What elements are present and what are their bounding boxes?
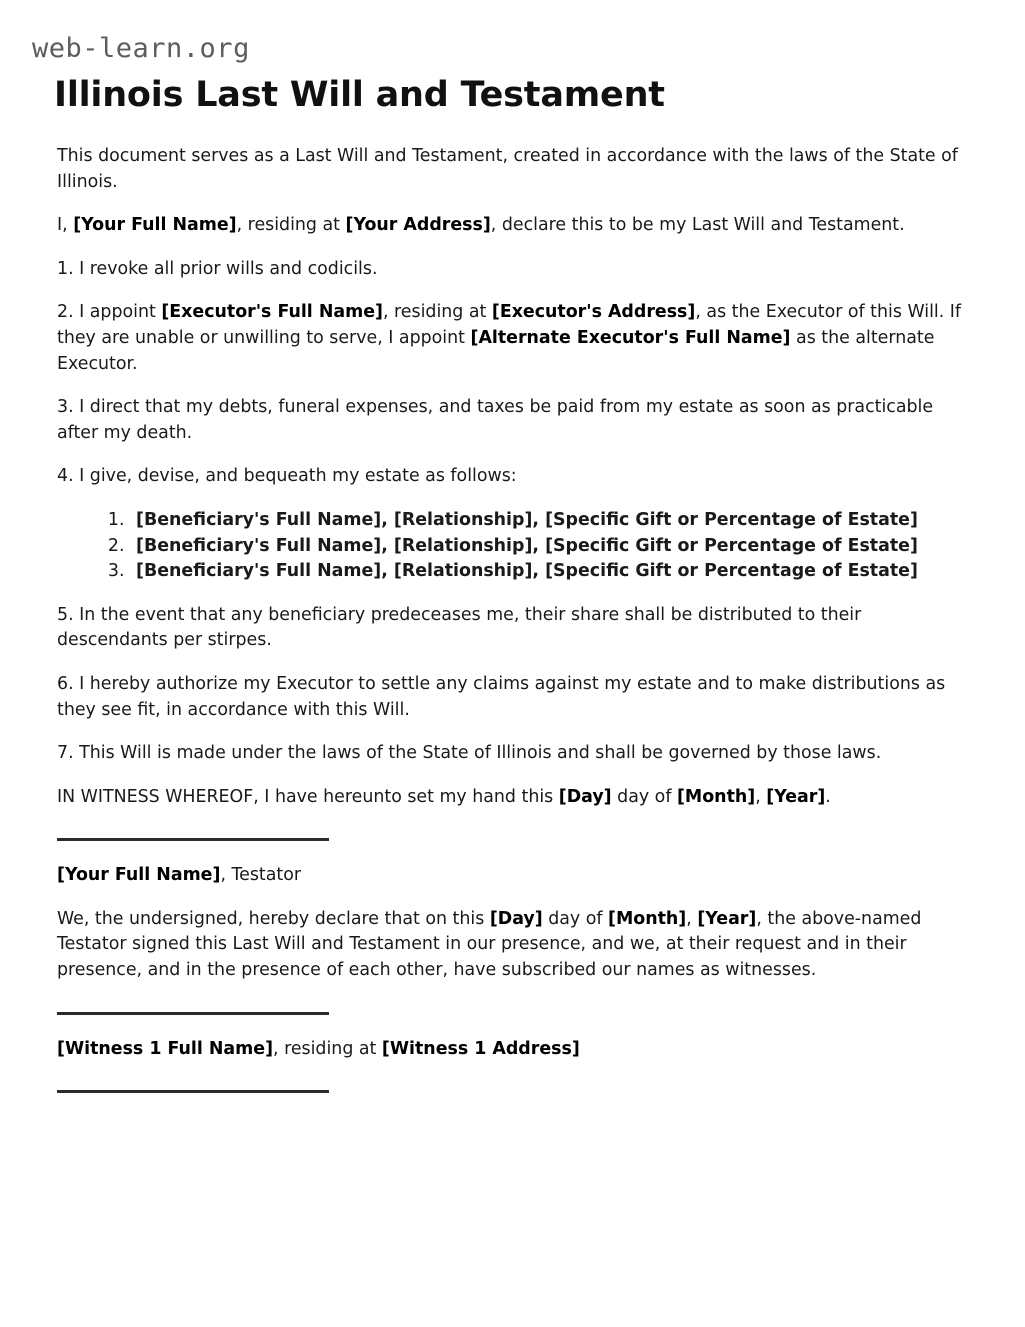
paragraph-clause-5 <box>57 603 969 654</box>
document-body <box>57 144 969 1115</box>
paragraph-witness-1 <box>57 1037 969 1063</box>
placeholder-witness-1-address: [Witness 1 Address] <box>381 1038 580 1059</box>
declaration-middle: , residing at <box>236 215 346 236</box>
placeholder-attestation-year: [Year] <box>697 908 757 929</box>
declaration-prefix: I, <box>57 215 74 236</box>
placeholder-alternate-executor-full-name: [Alternate Executor's Full Name] <box>470 327 791 348</box>
placeholder-testator-name: [Your Full Name] <box>57 865 221 886</box>
paragraph-clause-2 <box>57 300 969 377</box>
beneficiary-entry-3: [Beneficiary's Full Name], [Relationship], [Specific Gift or Percentage of Estate] <box>136 561 918 582</box>
paragraph-clause-3 <box>57 395 969 446</box>
paragraph-clause-4 <box>57 464 969 490</box>
list-item <box>130 508 969 534</box>
attestation-part2: day of <box>542 908 609 929</box>
paragraph-witness-whereof <box>57 785 969 811</box>
witness-whereof-part3: , <box>755 786 767 807</box>
paragraph-testator-name <box>57 863 969 889</box>
attestation-part3: , <box>686 908 698 929</box>
placeholder-your-full-name: [Your Full Name] <box>73 215 237 236</box>
witness-1-signature-line <box>57 1012 329 1015</box>
paragraph-intro <box>57 144 969 195</box>
list-item <box>130 559 969 585</box>
clause-5-text: 5. In the event that any beneficiary predeceases me, their share shall be distributed to their descendants per stirpes. <box>57 604 862 651</box>
paragraph-clause-6 <box>57 672 969 723</box>
placeholder-executor-full-name: [Executor's Full Name] <box>161 302 383 323</box>
clause-2-part1: 2. I appoint <box>57 302 162 323</box>
list-item <box>130 534 969 560</box>
beneficiary-list <box>57 508 969 585</box>
clause-6-text: 6. I hereby authorize my Executor to settle any claims against my estate and to make distributions as they see fit, in accordance with this Will. <box>57 673 946 720</box>
paragraph-declaration <box>57 213 969 239</box>
placeholder-attestation-month: [Month] <box>608 908 687 929</box>
attestation-part1: We, the undersigned, hereby declare that on this <box>57 908 490 929</box>
site-watermark: web-learn.org <box>32 33 250 64</box>
paragraph-clause-1 <box>57 257 969 283</box>
attestation-part4: , the above-named Testator signed this Last Will and Testament in our presence, and we, at their request and in their presence, and in the presence of each other, have subscribed our names as witnesses. <box>57 908 922 981</box>
clause-1-text: 1. I revoke all prior wills and codicils. <box>57 258 378 279</box>
testator-role: , Testator <box>220 865 302 886</box>
placeholder-year: [Year] <box>766 786 826 807</box>
placeholder-month: [Month] <box>676 786 756 807</box>
witness-whereof-part1: IN WITNESS WHEREOF, I have hereunto set my hand this <box>57 786 559 807</box>
intro-text: This document serves as a Last Will and Testament, created in accordance with the laws of the State of Illinois. <box>57 146 958 192</box>
witness-whereof-part2: day of <box>611 786 677 807</box>
testator-signature-line <box>57 838 329 841</box>
clause-2-part3: , as the Executor of this Will. If they are unable or unwilling to serve, I appoint <box>57 302 962 348</box>
clause-4-text: 4. I give, devise, and bequeath my estate as follows: <box>57 466 517 487</box>
beneficiary-entry-1: [Beneficiary's Full Name], [Relationship], [Specific Gift or Percentage of Estate] <box>136 509 918 530</box>
declaration-suffix: , declare this to be my Last Will and Testament. <box>490 215 905 236</box>
placeholder-day: [Day] <box>558 786 612 807</box>
clause-3-text: 3. I direct that my debts, funeral expenses, and taxes be paid from my estate as soon as practicable after my death. <box>57 397 934 443</box>
paragraph-attestation <box>57 907 969 984</box>
beneficiary-entry-2: [Beneficiary's Full Name], [Relationship], [Specific Gift or Percentage of Estate] <box>136 535 918 556</box>
witness-2-signature-line <box>57 1090 329 1093</box>
placeholder-witness-1-name: [Witness 1 Full Name] <box>57 1038 274 1059</box>
placeholder-attestation-day: [Day] <box>489 908 543 929</box>
paragraph-clause-7 <box>57 741 969 767</box>
witness-whereof-part4: . <box>825 786 831 807</box>
witness-1-middle: , residing at <box>273 1038 382 1059</box>
placeholder-your-address: [Your Address] <box>345 215 491 236</box>
placeholder-executor-address: [Executor's Address] <box>491 302 696 323</box>
clause-7-text: 7. This Will is made under the laws of the State of Illinois and shall be governed by those laws. <box>57 743 882 764</box>
page-title: Illinois Last Will and Testament <box>54 75 665 115</box>
clause-2-part4: as the alternate Executor. <box>57 327 935 374</box>
clause-2-part2: , residing at <box>382 302 492 323</box>
